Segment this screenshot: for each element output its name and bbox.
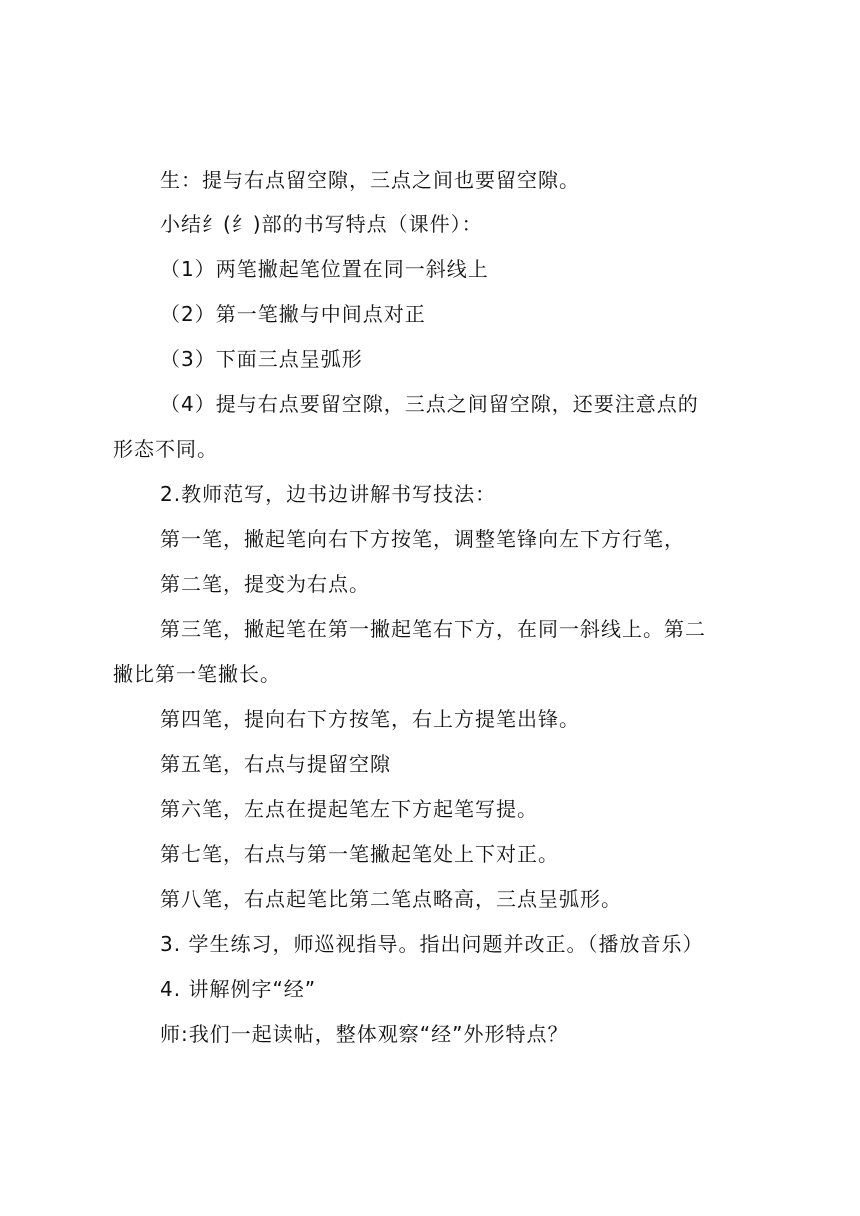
paragraph-line: 师:我们一起读帖，整体观察“经”外形特点？	[160, 1022, 569, 1046]
list-item: （2）第一笔撇与中间点对正	[160, 302, 426, 326]
paragraph-line: 第四笔，提向右下方按笔，右上方提笔出锋。	[160, 707, 580, 731]
section-heading: 3. 学生练习，师巡视指导。指出问题并改正。（播放音乐）	[160, 932, 704, 956]
section-heading: 4. 讲解例字“经”	[160, 977, 317, 1001]
paragraph-line: 第六笔，左点在提起笔左下方起笔写提。	[160, 797, 538, 821]
paragraph-line: 生：提与右点留空隙，三点之间也要留空隙。	[160, 168, 580, 192]
list-item: （1）两笔撇起笔位置在同一斜线上	[160, 257, 489, 281]
paragraph-line: 撇比第一笔撇长。	[113, 662, 281, 686]
list-item: （4）提与右点要留空隙，三点之间留空隙，还要注意点的	[160, 392, 699, 416]
paragraph-line: 第二笔，提变为右点。	[160, 572, 370, 596]
paragraph-line: 形态不同。	[113, 437, 218, 461]
paragraph-line: 第一笔，撇起笔向右下方按笔，调整笔锋向左下方行笔，	[160, 527, 685, 551]
list-item: （3）下面三点呈弧形	[160, 347, 363, 371]
paragraph-line: 小结纟(纟)部的书写特点（课件）：	[160, 212, 483, 236]
paragraph-line: 第五笔，右点与提留空隙	[160, 752, 391, 776]
paragraph-line: 第三笔，撇起笔在第一撇起笔右下方，在同一斜线上。第二	[160, 617, 706, 641]
paragraph-line: 第八笔，右点起笔比第二笔点略高，三点呈弧形。	[160, 887, 622, 911]
paragraph-line: 第七笔，右点与第一笔撇起笔处上下对正。	[160, 842, 559, 866]
section-heading: 2.教师范写，边书边讲解书写技法：	[160, 482, 497, 506]
